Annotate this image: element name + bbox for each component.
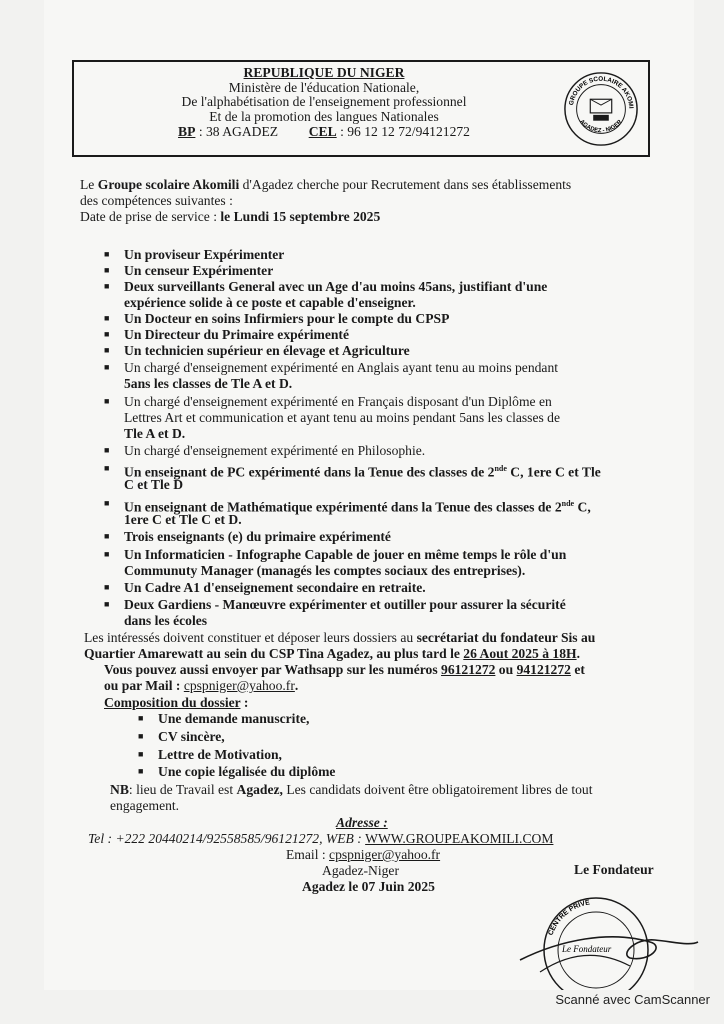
bullet-icon: ■ (104, 281, 110, 291)
cel-label: CEL (308, 124, 337, 139)
bullet-icon: ■ (104, 498, 110, 508)
deadline: 26 Aout 2025 à 18H (463, 646, 577, 661)
bullet-icon: ■ (104, 582, 110, 592)
stamp-signature-image (500, 880, 700, 990)
position-15: Deux Gardiens - Manœuvre expérimenter et outiller pour assurer la sécurité (124, 597, 566, 612)
intro-line-2: des compétences suivantes : (80, 193, 233, 208)
svg-text:GROUPE SCOLAIRE AKOMILI: GROUPE SCOLAIRE AKOMI (567, 75, 635, 109)
instructions-line-2: Quartier Amarewatt au sein du CSP Tina Agadez, au plus tard le 26 Aout 2025 à 18H. (84, 646, 580, 661)
instructions-line-3: Vous pouvez aussi envoyer par Wathsapp sur les numéros 96121272 ou 94121272 et (104, 662, 585, 677)
bullet-icon: ■ (104, 445, 110, 455)
svg-text:CENTRE PRIVÉ: CENTRE PRIVÉ (547, 899, 591, 937)
dossier-item-2: CV sincère, (158, 729, 225, 744)
position-11-cont: 1ere C et Tle C et D. (124, 512, 242, 527)
intro-line-1: Le Groupe scolaire Akomili d'Agadez cherche pour Recrutement dans ses établissements (80, 177, 572, 192)
position-2: Un censeur Expérimenter (124, 263, 274, 278)
nb-line-1: NB: lieu de Travail est Agadez, Les candidats doivent être obligatoirement libres de tout (110, 782, 593, 797)
ministry-line-1: Ministère de l'éducation Nationale, (228, 80, 420, 95)
bp-label: BP (178, 124, 196, 139)
bullet-icon: ■ (104, 396, 110, 406)
start-date: le Lundi 15 septembre 2025 (220, 209, 381, 224)
nb-line-2: engagement. (110, 798, 180, 813)
address-email-line: Email : cpspniger@yahoo.fr (286, 847, 441, 862)
school-seal-logo (562, 70, 640, 148)
position-6: Un technicien supérieur en élevage et Agriculture (124, 343, 410, 358)
bullet-icon: ■ (104, 313, 110, 323)
position-13-cont: Communuty Manager (managés les comptes sociaux des entreprises). (124, 563, 526, 578)
contact-line (74, 124, 574, 139)
position-7-cont: 5ans les classes de Tle A et D. (124, 376, 293, 391)
bullet-icon: ■ (138, 713, 144, 723)
start-date-line: Date de prise de service : le Lundi 15 septembre 2025 (80, 209, 381, 224)
position-4: Un Docteur en soins Infirmiers pour le compte du CPSP (124, 311, 450, 326)
position-15-cont: dans les écoles (124, 613, 208, 628)
address-title: Adresse : (336, 815, 388, 830)
web-link[interactable]: WWW.GROUPEAKOMILI.COM (365, 831, 554, 846)
scanner-watermark: Scanné avec CamScanner (555, 992, 710, 1007)
dossier-item-1: Une demande manuscrite, (158, 711, 310, 726)
document-date: Agadez le 07 Juin 2025 (302, 879, 435, 894)
bullet-icon: ■ (104, 531, 110, 541)
country-title: REPUBLIQUE DU NIGER (243, 65, 405, 80)
position-3: Deux surveillants General avec un Age d'au moins 45ans, justifiant d'une (124, 279, 548, 294)
bullet-icon: ■ (138, 731, 144, 741)
instructions-line-4: ou par Mail : cpspniger@yahoo.fr. (104, 678, 299, 693)
org-name: Groupe scolaire Akomili (97, 177, 240, 192)
position-7: Un chargé d'enseignement expérimenté en Anglais ayant tenu au moins pendant (124, 360, 559, 375)
email-link[interactable]: cpspniger@yahoo.fr (183, 678, 295, 693)
dossier-item-4: Une copie légalisée du diplôme (158, 764, 336, 779)
dossier-item-3: Lettre de Motivation, (158, 747, 282, 762)
cel-value: : 96 12 12 72/94121272 (340, 124, 470, 139)
svg-text:Le Fondateur: Le Fondateur (562, 944, 612, 954)
address-city: Agadez-Niger (322, 863, 399, 878)
bullet-icon: ■ (104, 329, 110, 339)
bullet-icon: ■ (104, 463, 110, 473)
dossier-title: Composition du dossier : (104, 695, 249, 710)
bullet-icon: ■ (104, 599, 110, 609)
address-email-link[interactable]: cpspniger@yahoo.fr (329, 847, 441, 862)
bullet-icon: ■ (104, 345, 110, 355)
position-12: Trois enseignants (e) du primaire expérimenté (124, 529, 391, 544)
ministry-line-2: De l'alphabétisation de l'enseignement professionnel (181, 94, 467, 109)
bullet-icon: ■ (104, 549, 110, 559)
phone-link-1[interactable]: 96121272 (441, 662, 496, 677)
position-13: Un Informaticien - Infographe Capable de jouer en même temps le rôle d'un (124, 547, 567, 562)
founder-title: Le Fondateur (574, 862, 654, 877)
bullet-icon: ■ (104, 362, 110, 372)
phone-link-2[interactable]: 94121272 (516, 662, 571, 677)
bullet-icon: ■ (104, 249, 110, 259)
position-1: Un proviseur Expérimenter (124, 247, 285, 262)
bullet-icon: ■ (138, 749, 144, 759)
letterhead-box (72, 60, 650, 157)
bullet-icon: ■ (138, 766, 144, 776)
position-14: Un Cadre A1 d'enseignement secondaire en retraite. (124, 580, 426, 595)
position-5: Un Directeur du Primaire expérimenté (124, 327, 349, 342)
bp-value: : 38 AGADEZ (198, 124, 279, 139)
position-3-cont: expérience solide à ce poste et capable d'enseigner. (124, 295, 416, 310)
position-8: Un chargé d'enseignement expérimenté en Français disposant d'un Diplôme en (124, 394, 552, 409)
position-8-cont: Lettres Art et communication et ayant tenu au moins pendant 5ans les classes de (124, 410, 561, 425)
instructions-line-1: Les intéressés doivent constituer et déposer leurs dossiers au secrétariat du fondateur Sis au (84, 630, 596, 645)
ministry-line-3: Et de la promotion des langues Nationales (209, 109, 439, 124)
position-9: Un chargé d'enseignement expérimenté en Philosophie. (124, 443, 426, 458)
bullet-icon: ■ (104, 265, 110, 275)
position-10: Un enseignant de PC expérimenté dans la Tenue des classes de 2nde C, 1ere C et Tle (124, 464, 601, 480)
position-11: Un enseignant de Mathématique expérimenté dans la Tenue des classes de 2nde C, (124, 499, 591, 515)
svg-text:AGADEZ - NIGER: AGADEZ - NIGER (578, 118, 624, 135)
position-10-cont: C et Tle D (124, 477, 184, 492)
position-8-cont-2: Tle A et D. (124, 426, 186, 441)
address-tel-line: Tel : +222 20440214/92558585/96121272, WEB : WWW.GROUPEAKOMILI.COM (88, 831, 554, 846)
